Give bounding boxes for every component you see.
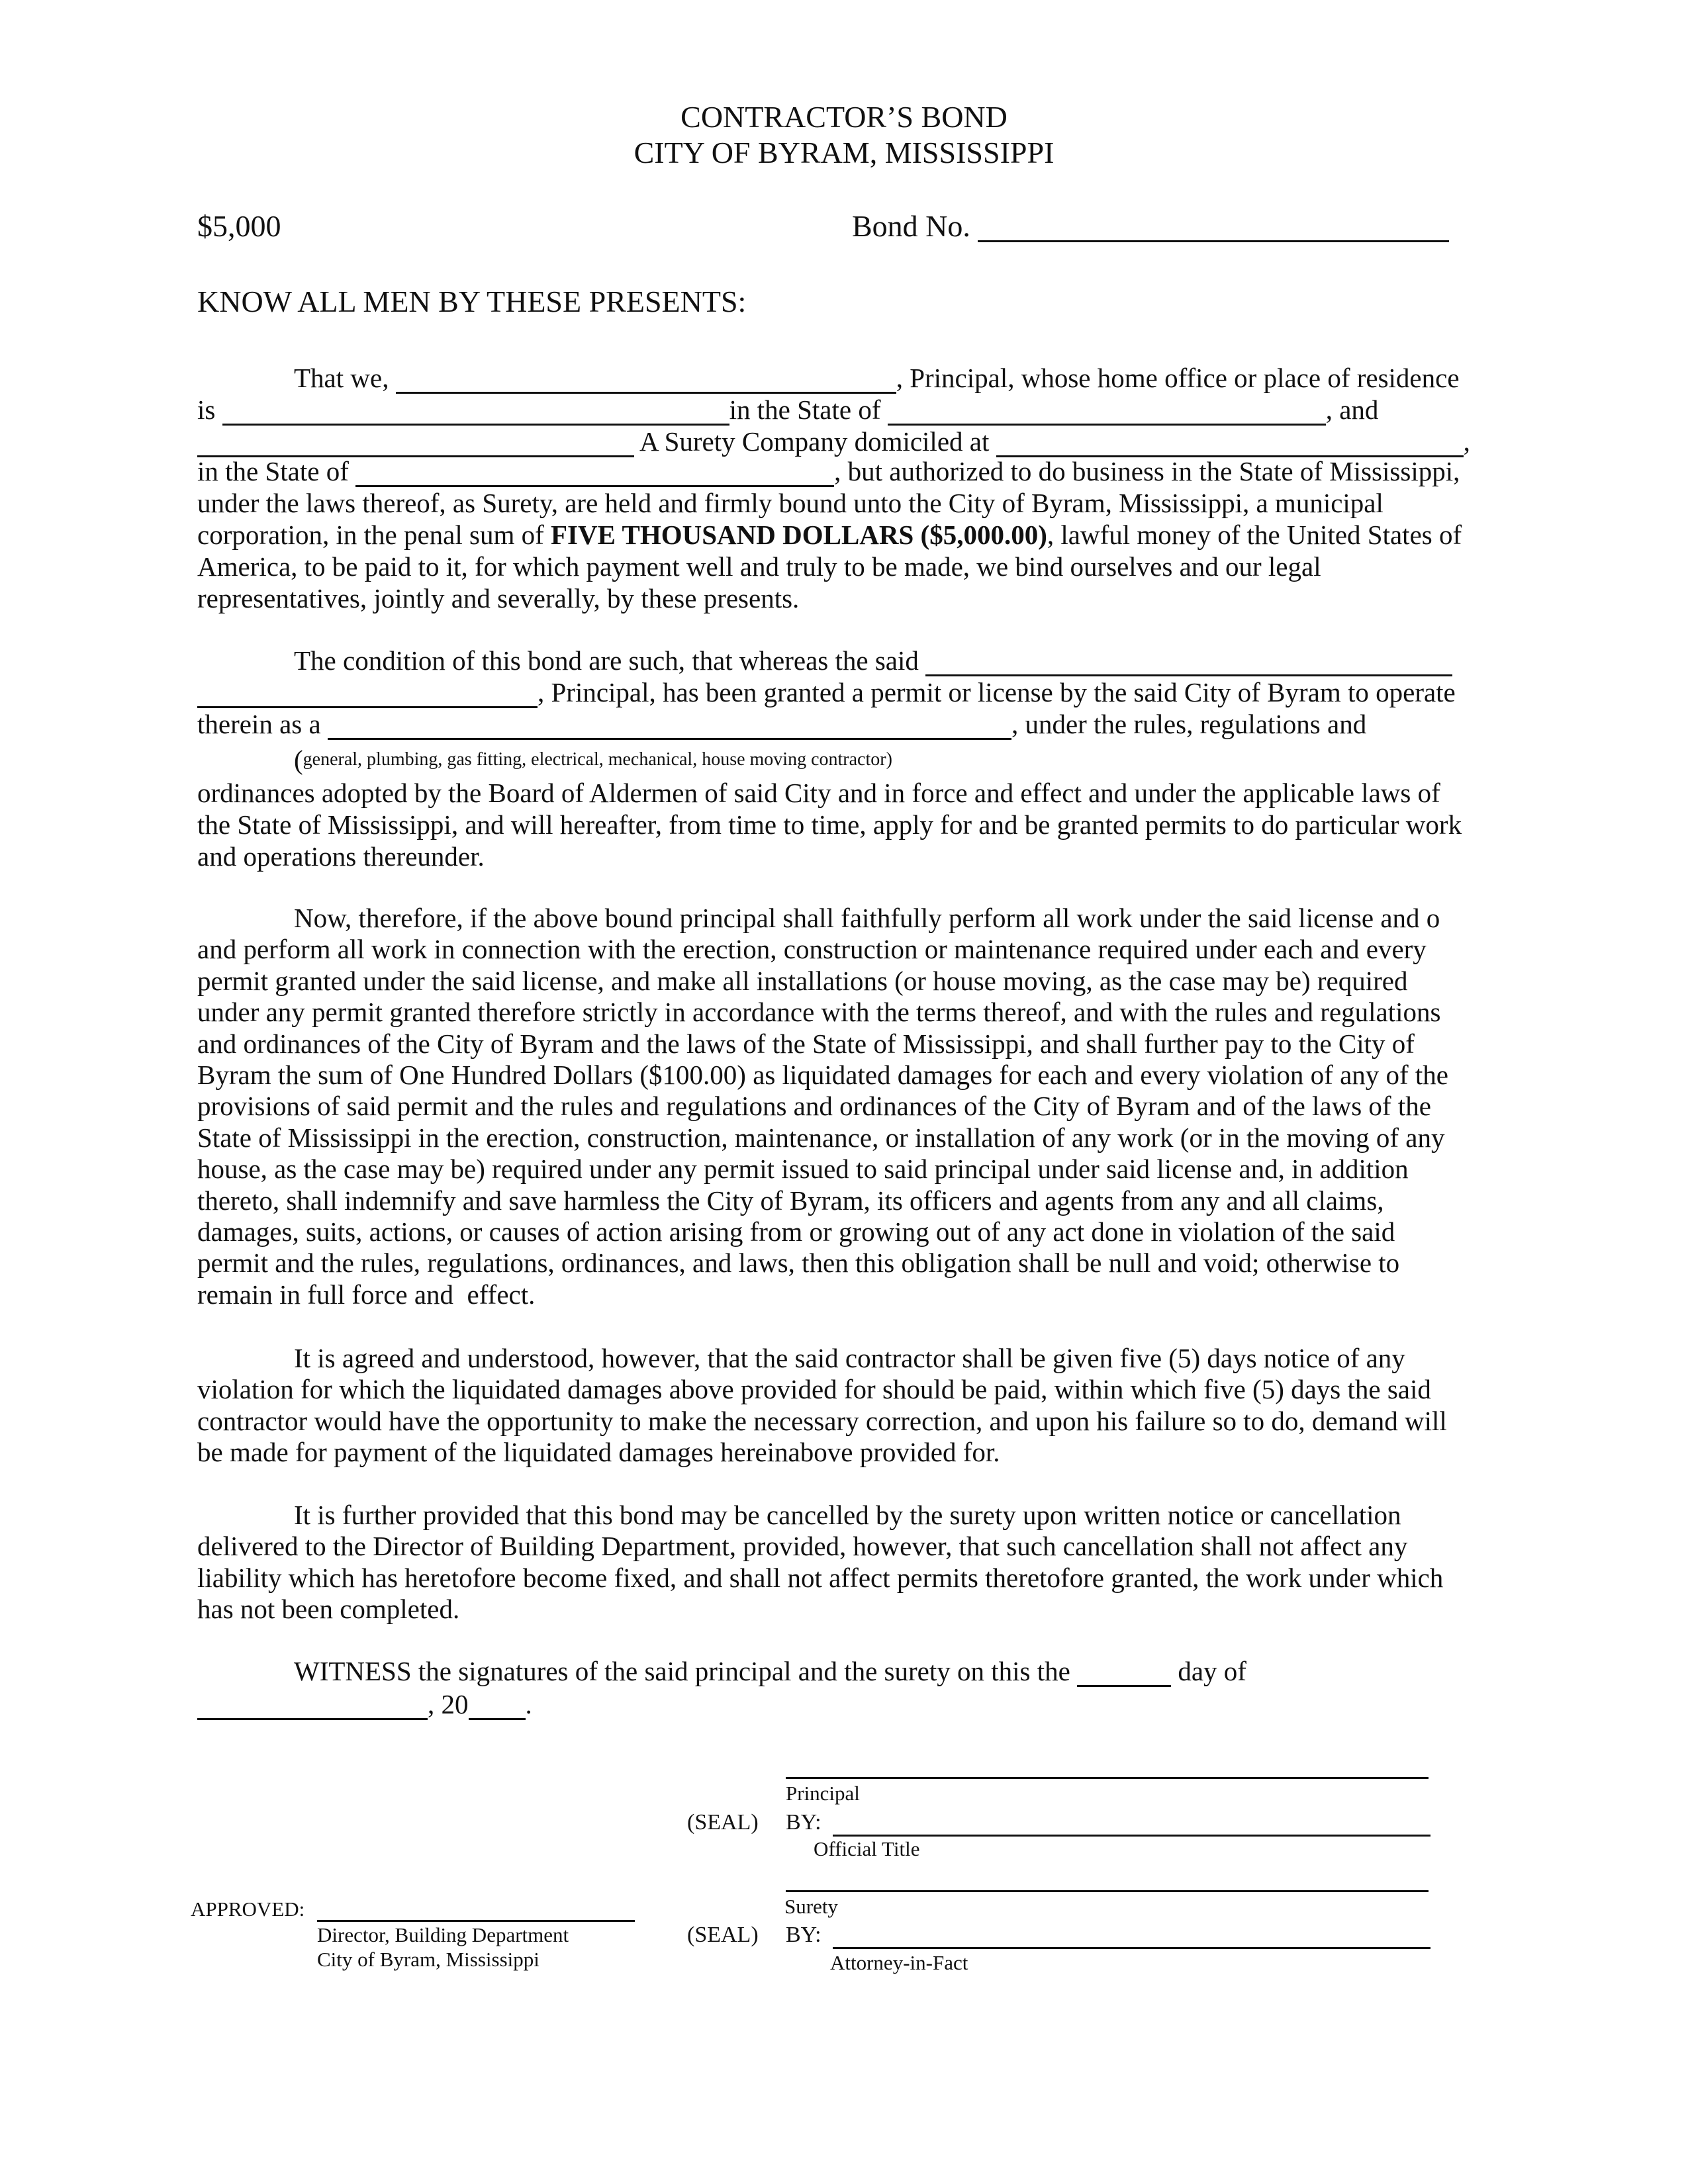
text: , (1463, 426, 1470, 457)
bond-number-row (852, 210, 1449, 242)
para4-line: violation for which the liquidated damages above provided for should be paid, within which five (5) days the said (197, 1374, 1431, 1405)
para2-line: the State of Mississippi, and will hereafter, from time to time, apply for and be granted permits to do particular work (197, 809, 1462, 840)
surety-domicile-field[interactable] (996, 429, 1464, 457)
text: , under the rules, regulations and (1011, 709, 1367, 739)
month-field[interactable] (197, 1692, 428, 1720)
surety-company-field[interactable] (197, 429, 634, 457)
para1-line: under the laws thereof, as Surety, are held and firmly bound unto the City of Byram, Mississippi, a municipal (197, 488, 1383, 518)
document-title: CONTRACTOR’S BOND (680, 100, 1008, 134)
para1-line: America, to be paid to it, for which payment well and truly to be made, we bind ourselves and our legal (197, 551, 1321, 582)
text: ( (294, 745, 303, 775)
text: , 20 (428, 1689, 469, 1719)
surety-by-line[interactable] (833, 1947, 1430, 1949)
para3-line: and perform all work in connection with the erection, construction or maintenance required under each and every (197, 934, 1427, 965)
bond-number-field[interactable] (978, 214, 1449, 242)
intro-heading: KNOW ALL MEN BY THESE PRESENTS: (197, 285, 747, 318)
text: , Principal, has been granted a permit or license by the said City of Byram to operate (538, 677, 1456, 707)
director-label: Director, Building Department (317, 1923, 569, 1946)
para3-line: under any permit granted therefore strictly in accordance with the terms thereof, and with the rules and regulations (197, 997, 1441, 1028)
witness-line (197, 1688, 532, 1720)
attorney-in-fact-label: Attorney-in-Fact (830, 1951, 968, 1974)
para5-line: It is further provided that this bond may be cancelled by the surety upon written notice or cancellation (294, 1500, 1401, 1530)
para2-line (197, 676, 1456, 708)
para5-line: liability which has heretofore become fixed, and shall not affect permits theretofore granted, the work under which (197, 1562, 1444, 1593)
para3-line: State of Mississippi in the erection, construction, maintenance, or installation of any work (or in the moving of any (197, 1122, 1445, 1153)
para4-line: contractor would have the opportunity to make the necessary correction, and upon his failure so to do, demand will (197, 1405, 1447, 1436)
surety-signature-line[interactable] (786, 1890, 1429, 1892)
para2-line: ordinances adopted by the Board of Aldermen of said City and in force and effect and under the applicable laws of (197, 778, 1440, 808)
seal-label: (SEAL) (687, 1923, 759, 1947)
para1-line: representatives, jointly and severally, by these presents. (197, 583, 800, 614)
text: A Surety Company domiciled at (634, 426, 996, 457)
para3-line: Byram the sum of One Hundred Dollars ($100.00) as liquidated damages for each and every violation of any of the (197, 1060, 1449, 1090)
para3-line: and ordinances of the City of Byram and the laws of the State of Mississippi, and shall further pay to the City of (197, 1028, 1415, 1059)
para5-line: has not been completed. (197, 1594, 460, 1625)
text: , lawful money of the United States of (1047, 520, 1462, 550)
text: therein as a (197, 709, 328, 739)
approved-signature-line[interactable] (317, 1920, 635, 1922)
bond-amount: $5,000 (197, 209, 281, 243)
para1-line (197, 394, 1378, 426)
hint-text: general, plumbing, gas fitting, electrical, mechanical, house moving contractor) (303, 749, 892, 770)
seal-label: (SEAL) (687, 1810, 759, 1835)
city-label: City of Byram, Mississippi (317, 1948, 539, 1971)
para3-line: thereto, shall indemnify and save harmless the City of Byram, its officers and agents from any and all claims, (197, 1185, 1384, 1216)
principal-residence-field[interactable] (222, 397, 729, 426)
para5-line: delivered to the Director of Building Department, provided, however, that such cancellation shall not affect any (197, 1531, 1408, 1562)
principal-name-field-2[interactable] (925, 648, 1452, 676)
para3-line: house, as the case may be) required under any permit issued to said principal under said license and, in addition (197, 1154, 1409, 1185)
contractor-type-hint (294, 744, 892, 776)
text: WITNESS the signatures of the said principal and the surety on this the (294, 1656, 1078, 1686)
para3-line: provisions of said permit and the rules and regulations and ordinances of the City of Byram and of the laws of the (197, 1091, 1431, 1122)
document-subtitle: CITY OF BYRAM, MISSISSIPPI (633, 136, 1055, 169)
para1-line (197, 519, 1462, 551)
text: , and (1325, 394, 1379, 425)
text: , Principal, whose home office or place of residence (896, 363, 1460, 393)
official-title-label: Official Title (814, 1837, 920, 1860)
text: day of (1171, 1656, 1246, 1686)
principal-by-line[interactable] (833, 1835, 1430, 1837)
bond-number-label: Bond No. (852, 209, 970, 243)
text: . (525, 1689, 532, 1719)
principal-name-field-2-cont[interactable] (197, 680, 538, 708)
para2-line: and operations thereunder. (197, 841, 485, 872)
year-field[interactable] (469, 1692, 526, 1720)
penal-sum: FIVE THOUSAND DOLLARS ($5,000.00) (551, 520, 1047, 550)
para3-line: damages, suits, actions, or causes of action arising from or growing out of any act done in violation of the said (197, 1216, 1395, 1247)
para1-line (197, 455, 1460, 487)
para4-line: It is agreed and understood, however, that the said contractor shall be given five (5) days notice of any (294, 1343, 1405, 1373)
day-field[interactable] (1077, 1659, 1171, 1687)
principal-name-field[interactable] (396, 365, 896, 394)
contractor-type-field[interactable] (328, 711, 1011, 740)
para3-line: permit granted under the said license, and make all installations (or house moving, as the case may be) required (197, 965, 1408, 996)
para3-line: permit and the rules, regulations, ordinances, and laws, then this obligation shall be null and void; otherwise to (197, 1248, 1400, 1279)
text: , but authorized to do business in the State of Mississippi, (834, 456, 1460, 486)
text: in the State of (197, 456, 356, 486)
surety-state-field[interactable] (355, 459, 834, 487)
text: is (197, 394, 222, 425)
para3-line: Now, therefore, if the above bound principal shall faithfully perform all work under the said license and o (294, 903, 1440, 933)
by-label: BY: (786, 1923, 821, 1947)
text: corporation, in the penal sum of (197, 520, 551, 550)
text: in the State of (729, 394, 888, 425)
text: The condition of this bond are such, that whereas the said (294, 645, 926, 676)
para2-line (294, 645, 1452, 676)
approved-label: APPROVED: (191, 1897, 305, 1921)
surety-label: Surety (784, 1895, 838, 1918)
principal-state-field[interactable] (888, 397, 1326, 426)
para2-line (197, 708, 1366, 740)
witness-line (294, 1655, 1246, 1687)
text: That we, (294, 363, 396, 393)
para4-line: be made for payment of the liquidated damages hereinabove provided for. (197, 1437, 1000, 1468)
para1-line (197, 426, 1470, 457)
by-label: BY: (786, 1810, 821, 1835)
para1-line (294, 362, 1460, 394)
principal-label: Principal (786, 1782, 860, 1805)
para3-line: remain in full force and effect. (197, 1279, 536, 1310)
principal-signature-line[interactable] (786, 1777, 1429, 1779)
